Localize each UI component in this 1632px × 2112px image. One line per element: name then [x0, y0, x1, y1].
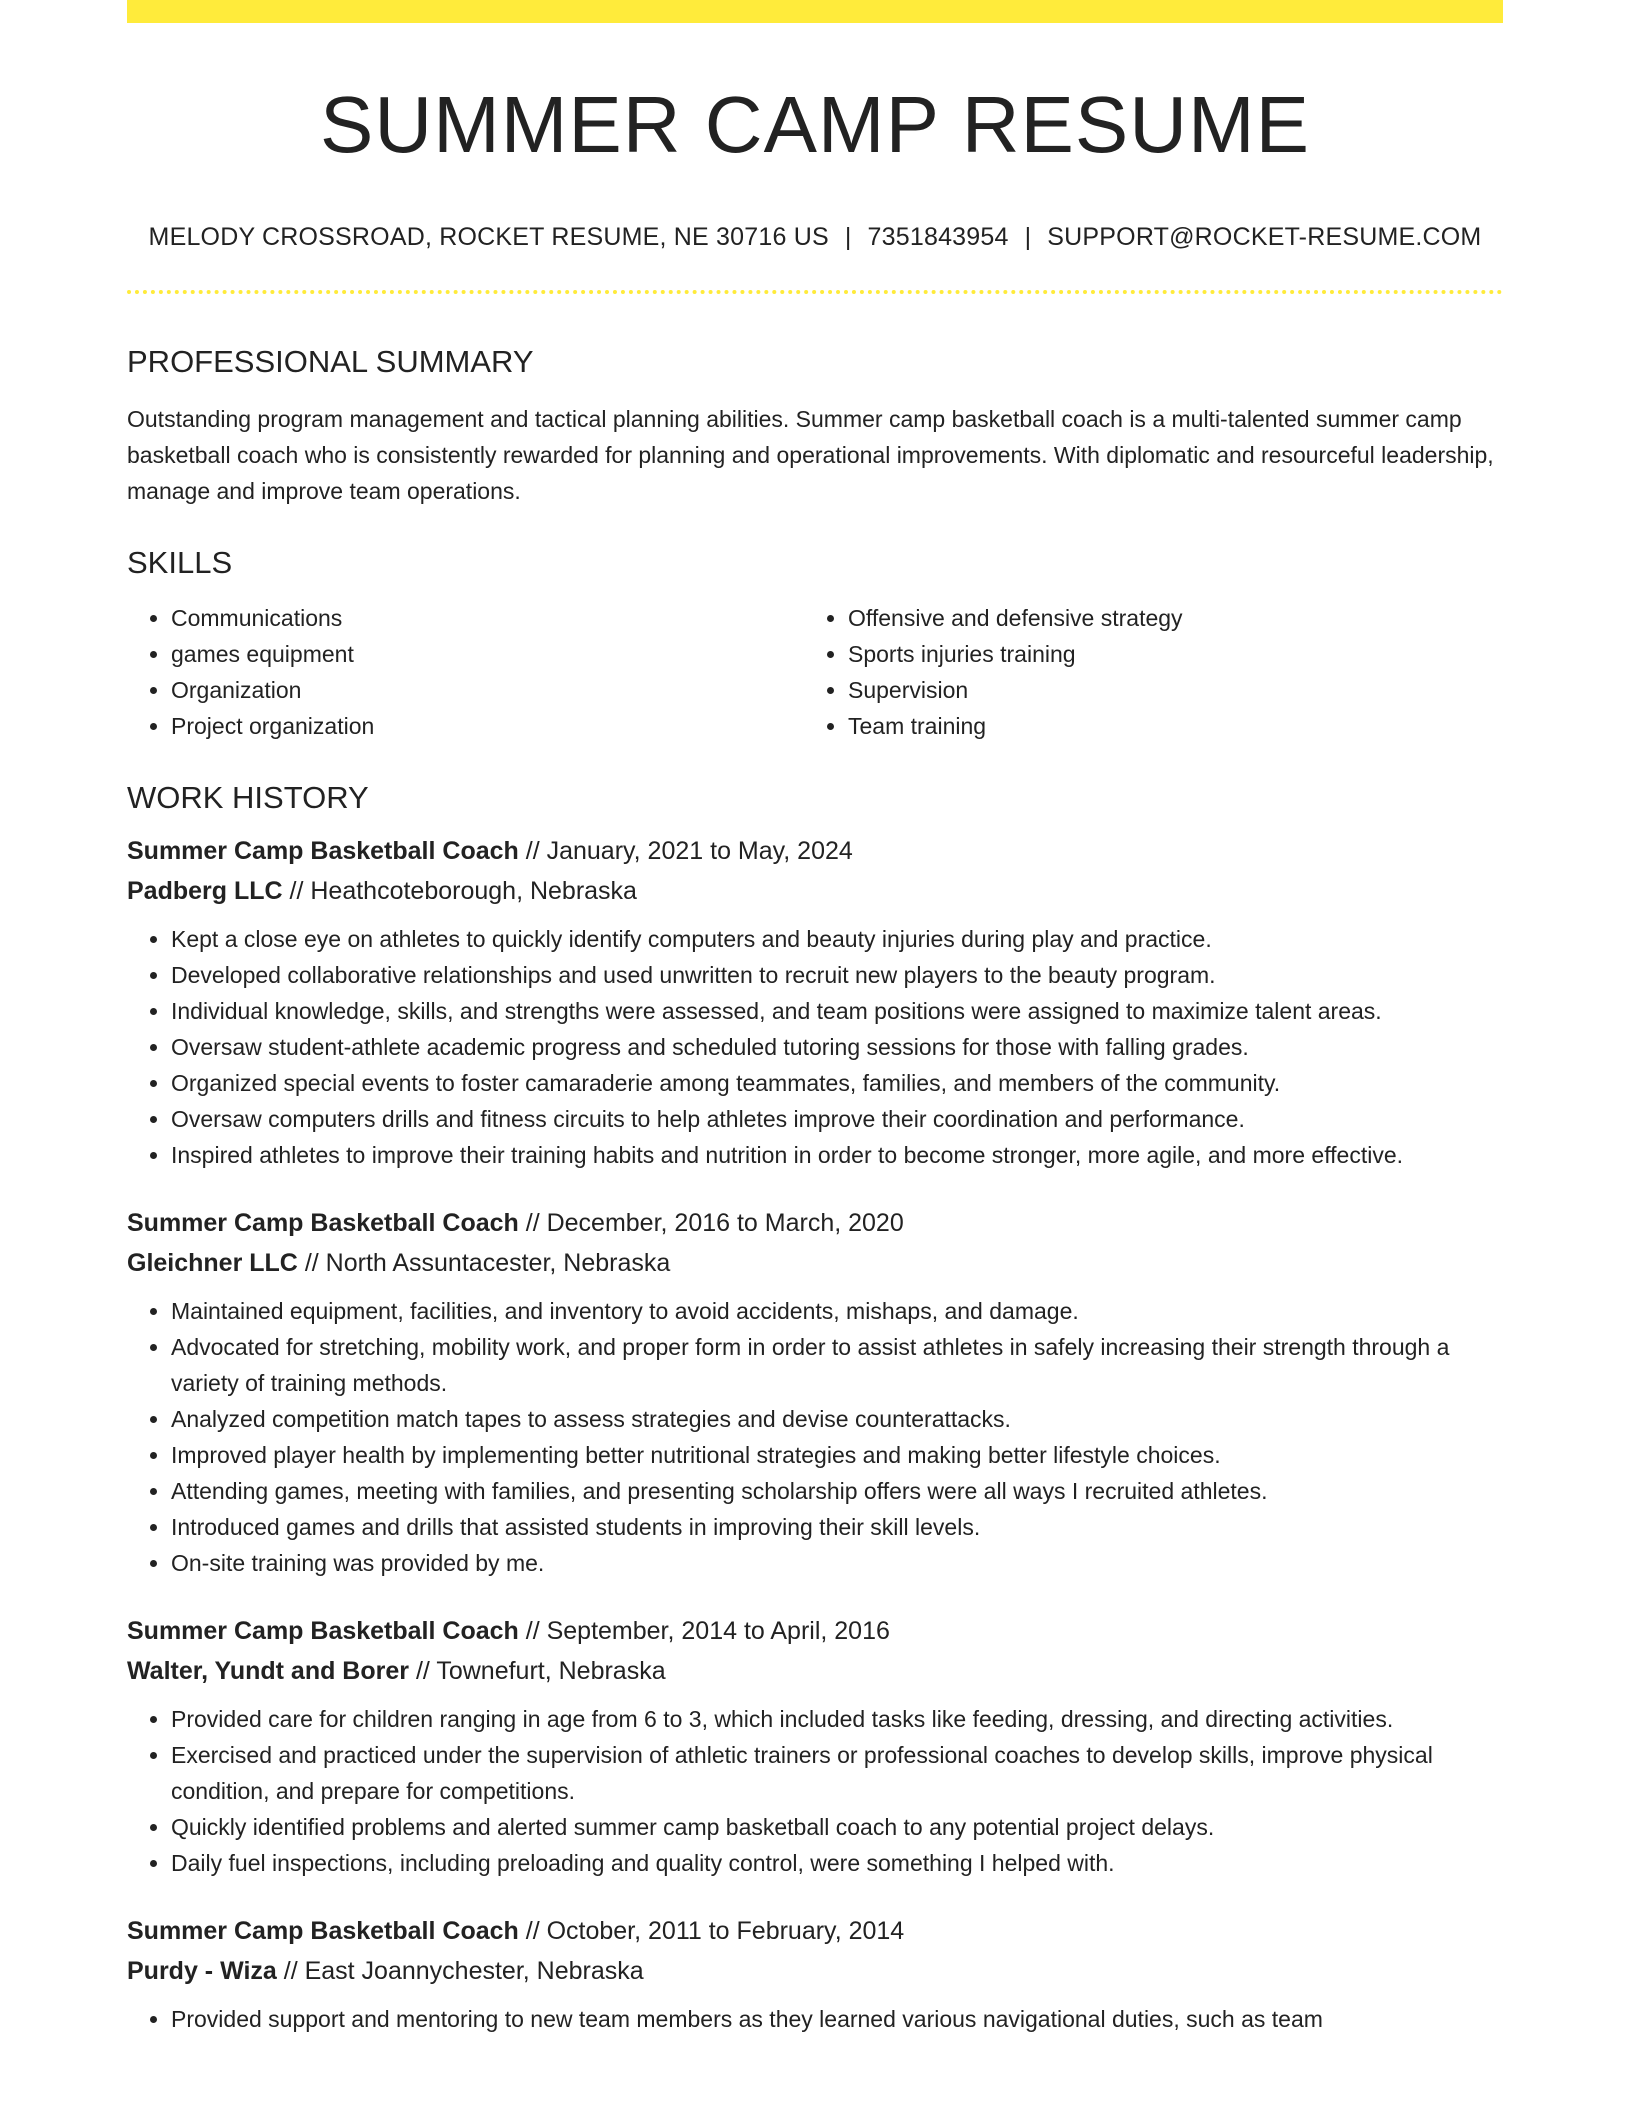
- job-company: Padberg LLC: [127, 877, 283, 905]
- job-bullet: • Kept a close eye on athletes to quickly identify computers and beauty injuries during play and practice.: [171, 921, 1503, 957]
- job-dates: // January, 2021 to May, 2024: [518, 837, 853, 865]
- job-bullet: • Attending games, meeting with families, and presenting scholarship offers were all ways I recruited athletes.: [171, 1473, 1503, 1509]
- contact-email: SUPPORT@ROCKET-RESUME.COM: [1047, 223, 1482, 251]
- job-bullet: • Quickly identified problems and alerted summer camp basketball coach to any potential project delays.: [171, 1809, 1503, 1845]
- skill-item: • Communications: [171, 600, 826, 636]
- summary-text: Outstanding program management and tactical planning abilities. Summer camp basketball coach is a multi-talented summer camp basketball coach who is consistently rewarded for planning and operational improvements. With diplomatic and resourceful leadership, manage and improve team operations.: [127, 406, 1494, 504]
- job-title: Summer Camp Basketball Coach: [127, 837, 519, 865]
- job-company: Gleichner LLC: [127, 1249, 298, 1277]
- job-bullets: [127, 2001, 1503, 2037]
- job-title: Summer Camp Basketball Coach: [127, 1617, 519, 1645]
- job-entry: [127, 1911, 1503, 2037]
- job-bullets: [127, 1701, 1503, 1881]
- job-bullet: • Oversaw student-athlete academic progress and scheduled tutoring sessions for those with falling grades.: [171, 1029, 1503, 1065]
- contact-phone: 7351843954: [867, 223, 1009, 251]
- skill-item: • Sports injuries training: [848, 636, 1503, 672]
- job-bullet: • On-site training was provided by me.: [171, 1545, 1503, 1581]
- job-bullet: • Oversaw computers drills and fitness circuits to help athletes improve their coordination and performance.: [171, 1101, 1503, 1137]
- job-bullet: • Exercised and practiced under the supervision of athletic trainers or professional coaches to develop skills, improve physical condition, and prepare for competitions.: [171, 1737, 1503, 1809]
- job-location: // North Assuntacester, Nebraska: [297, 1249, 671, 1277]
- job-bullet: • Introduced games and drills that assisted students in improving their skill levels.: [171, 1509, 1503, 1545]
- contact-separator: |: [844, 223, 852, 251]
- job-bullet: • Individual knowledge, skills, and strengths were assessed, and team positions were assigned to maximize talent areas.: [171, 993, 1503, 1029]
- job-title-line: [127, 1611, 1503, 1651]
- job-company-line: [127, 871, 1503, 911]
- job-bullet: • Provided support and mentoring to new team members as they learned various navigational duties, such as team: [171, 2001, 1503, 2037]
- job-entry: [127, 1611, 1503, 1881]
- work-history-heading: WORK HISTORY: [127, 780, 369, 815]
- job-bullet: • Maintained equipment, facilities, and inventory to avoid accidents, mishaps, and damage.: [171, 1293, 1503, 1329]
- job-bullet: • Developed collaborative relationships and used unwritten to recruit new players to the beauty program.: [171, 957, 1503, 993]
- job-bullets: [127, 921, 1503, 1173]
- skill-item: • Team training: [848, 708, 1503, 744]
- job-bullet: • Improved player health by implementing better nutritional strategies and making better lifestyle choices.: [171, 1437, 1503, 1473]
- skill-item: • Supervision: [848, 672, 1503, 708]
- job-bullet: • Provided care for children ranging in age from 6 to 3, which included tasks like feeding, dressing, and directing activities.: [171, 1701, 1503, 1737]
- skill-item: • Project organization: [171, 708, 826, 744]
- job-title: Summer Camp Basketball Coach: [127, 1917, 519, 1945]
- skills-heading: SKILLS: [127, 545, 233, 580]
- job-company-line: [127, 1951, 1503, 1991]
- job-title-line: [127, 831, 1503, 871]
- job-bullets: [127, 1293, 1503, 1581]
- job-title: Summer Camp Basketball Coach: [127, 1209, 519, 1237]
- job-entry: [127, 831, 1503, 1173]
- job-bullet: • Inspired athletes to improve their training habits and nutrition in order to become stronger, more agile, and more effective.: [171, 1137, 1503, 1173]
- skill-item: • games equipment: [171, 636, 826, 672]
- resume-page: [127, 0, 1503, 2037]
- contact-line: [127, 225, 1503, 250]
- skills-column-left: [127, 600, 826, 744]
- skills-list: [127, 600, 1503, 744]
- job-company-line: [127, 1651, 1503, 1691]
- resume-title: SUMMER CAMP RESUME: [320, 80, 1310, 169]
- job-bullet: • Analyzed competition match tapes to assess strategies and devise counterattacks.: [171, 1401, 1503, 1437]
- accent-bar: [127, 0, 1503, 23]
- job-bullet: • Organized special events to foster camaraderie among teammates, families, and members of the community.: [171, 1065, 1503, 1101]
- job-title-line: [127, 1911, 1503, 1951]
- job-entry: [127, 1203, 1503, 1581]
- skills-column-right: [826, 600, 1503, 744]
- job-dates: // October, 2011 to February, 2014: [518, 1917, 905, 1945]
- job-company-line: [127, 1243, 1503, 1283]
- job-dates: // December, 2016 to March, 2020: [518, 1209, 904, 1237]
- job-bullet: • Daily fuel inspections, including preloading and quality control, were something I helped with.: [171, 1845, 1503, 1881]
- job-dates: // September, 2014 to April, 2016: [518, 1617, 890, 1645]
- job-location: // East Joannychester, Nebraska: [276, 1957, 644, 1985]
- job-location: // Townefurt, Nebraska: [409, 1657, 666, 1685]
- job-location: // Heathcoteborough, Nebraska: [282, 877, 637, 905]
- job-company: Purdy - Wiza: [127, 1957, 277, 1985]
- dotted-divider: [127, 290, 1503, 294]
- contact-address: MELODY CROSSROAD, ROCKET RESUME, NE 30716 US: [148, 223, 829, 251]
- job-company: Walter, Yundt and Borer: [127, 1657, 409, 1685]
- summary-heading: PROFESSIONAL SUMMARY: [127, 344, 534, 379]
- job-title-line: [127, 1203, 1503, 1243]
- skill-item: • Organization: [171, 672, 826, 708]
- contact-separator: |: [1024, 223, 1032, 251]
- job-bullet: • Advocated for stretching, mobility work, and proper form in order to assist athletes in safely increasing their strength through a variety of training methods.: [171, 1329, 1503, 1401]
- skill-item: • Offensive and defensive strategy: [848, 600, 1503, 636]
